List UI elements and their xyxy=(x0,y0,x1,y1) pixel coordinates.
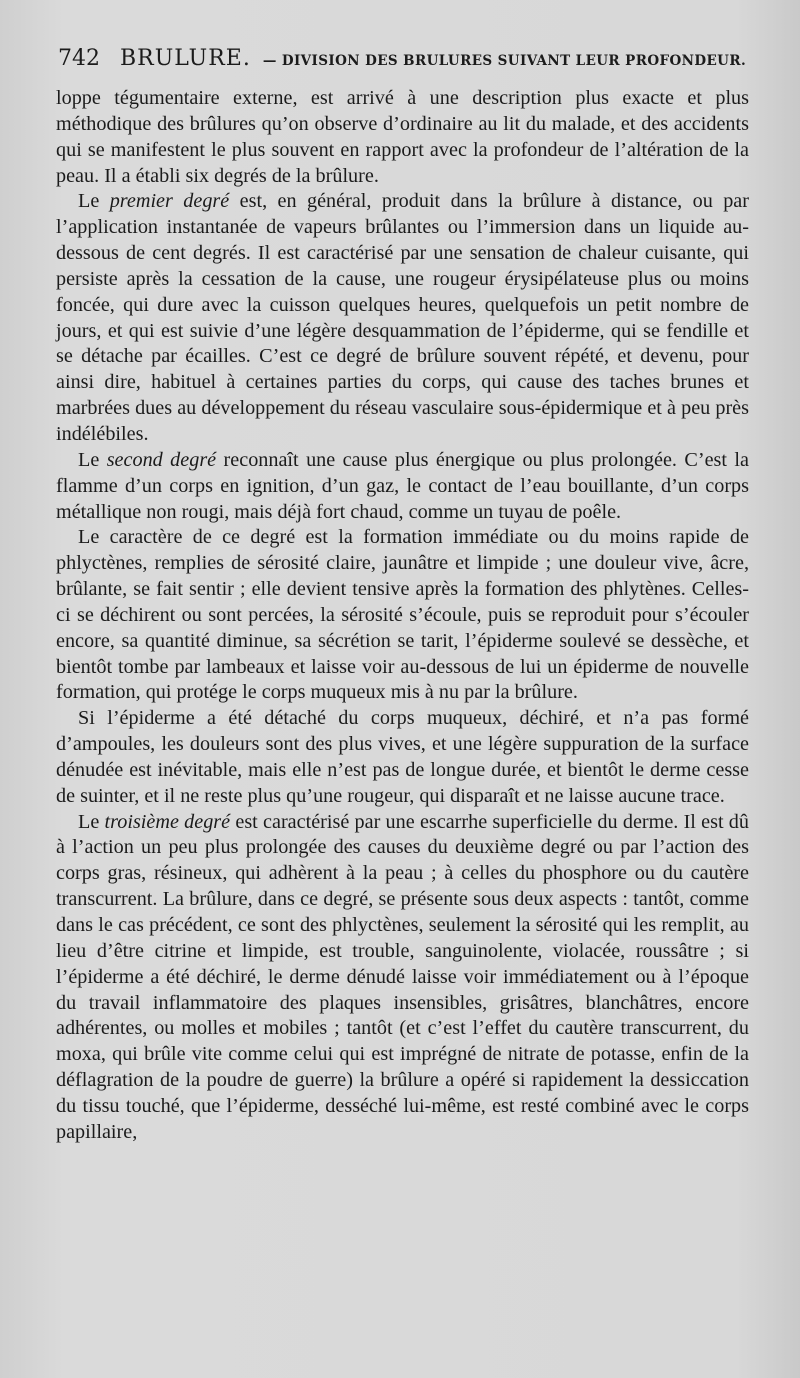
paragraph xyxy=(56,810,749,1146)
paragraph xyxy=(56,706,749,809)
paragraph-text: est, en général, produit dans la brûlure à distance, ou par l’application instantanée de vapeurs brûlantes ou l’immersion dans un liquide au-dessous de cent degrés. Il est caractérisé par une sensation de chaleur cuisante, qui persiste après la cessation de la cause, une rougeur érysipélateuse plus ou moins foncée, qui dure avec la cuisson quelques heures, quelquefois un petit nombre de jours, et qui est suivie d’une légère desquammation de l’épiderme, qui se fendille et se détache par écailles. C’est ce degré de brûlure souvent répété, et devenu, pour ainsi dire, habituel à certaines parties du corps, qui cause des taches brunes et marbrées dues au développement du réseau vasculaire sous-épidermique et à peu près indélébiles. xyxy=(56,190,749,445)
running-subtitle: — DIVISION DES BRULURES SUIVANT LEUR PROFONDEUR. xyxy=(262,53,747,69)
running-header xyxy=(58,46,748,71)
italic-term: premier degré xyxy=(109,190,230,213)
paragraph-text: Le xyxy=(78,810,105,833)
paragraph-text: Le xyxy=(78,190,110,213)
paragraph-text: est caractérisé par une escarrhe superficielle du derme. Il est dû à l’action un peu plus prolongée des causes du deuxième degré ou par l’action des corps gras, résineux, qui adhèrent à la peau ; à celles du phosphore ou du cautère transcurrent. La brûlure, dans ce degré, se présente sous deux aspects : tantôt, comme dans le cas précédent, ce sont des phlyctènes, seulement la sérosité qui les remplit, au lieu d’être citrine et limpide, est trouble, sanguinolente, violacée, roussâtre ; si l’épiderme a été déchiré, le derme dénudé laisse voir immédiatement ou à l’époque du travail inflammatoire des plaques insensibles, grisâtres, blanchâtres, encore adhérentes, ou molles et mobiles ; tantôt (et c’est l’effet du cautère transcurrent, du moxa, qui brûle vite comme celui qui est imprégné de nitrate de potasse, enfin de la déflagration de la poudre de guerre) la brûlure a opéré si rapidement la dessiccation du tissu touché, que l’épiderme, desséché lui-même, est resté combiné avec le corps papillaire, xyxy=(56,810,749,1143)
paragraph xyxy=(56,525,749,706)
body-text xyxy=(56,86,749,1146)
paragraph-text: reconnaît une cause plus énergique ou plus prolongée. C’est la flamme d’un corps en ignition, d’un gaz, le contact de l’eau bouillante, d’un corps métallique non rougi, mais déjà fort chaud, comme un tuyau de poêle. xyxy=(56,448,749,523)
paragraph-text: Le caractère de ce degré est la formation immédiate ou du moins rapide de phlyctènes, remplies de sérosité claire, jaunâtre et limpide ; une douleur vive, âcre, brûlante, se fait sentir ; elle devient tensive après la formation des phlytènes. Celles-ci se déchirent ou sont percées, la sérosité s’écoule, puis se reproduit pour s’écouler encore, sa quantité diminue, sa sécrétion se tarit, l’épiderme soulevé se dessèche, et bientôt tombe par lambeaux et laisse voir au-dessous de lui un épiderme de nouvelle formation, qui protége le corps muqueux mis à nu par la brûlure. xyxy=(56,526,749,704)
paragraph-text: Si l’épiderme a été détaché du corps muqueux, déchiré, et n’a pas formé d’ampoules, les douleurs sont des plus vives, et une légère suppuration de la surface dénudée est inévitable, mais elle n’est pas de longue durée, et bientôt le derme cesse de suinter, et il ne reste plus qu’une rougeur, qui disparaît et ne laisse aucune trace. xyxy=(56,707,749,807)
paragraph xyxy=(56,189,749,447)
italic-term: second degré xyxy=(106,448,217,471)
paragraph-text: loppe tégumentaire externe, est arrivé à une description plus exacte et plus méthodique des brûlures qu’on observe d’ordinaire au lit du malade, et des accidents qui se manifestent le plus souvent en rapport avec la profondeur de l’altération de la peau. Il a établi six degrés de la brûlure. xyxy=(56,87,749,187)
paragraph xyxy=(56,86,749,189)
running-title: BRULURE. xyxy=(120,46,251,71)
italic-term: troisième degré xyxy=(104,810,231,833)
paragraph xyxy=(56,448,749,526)
page-number: 742 xyxy=(58,46,100,71)
paragraph-text: Le xyxy=(78,448,107,471)
